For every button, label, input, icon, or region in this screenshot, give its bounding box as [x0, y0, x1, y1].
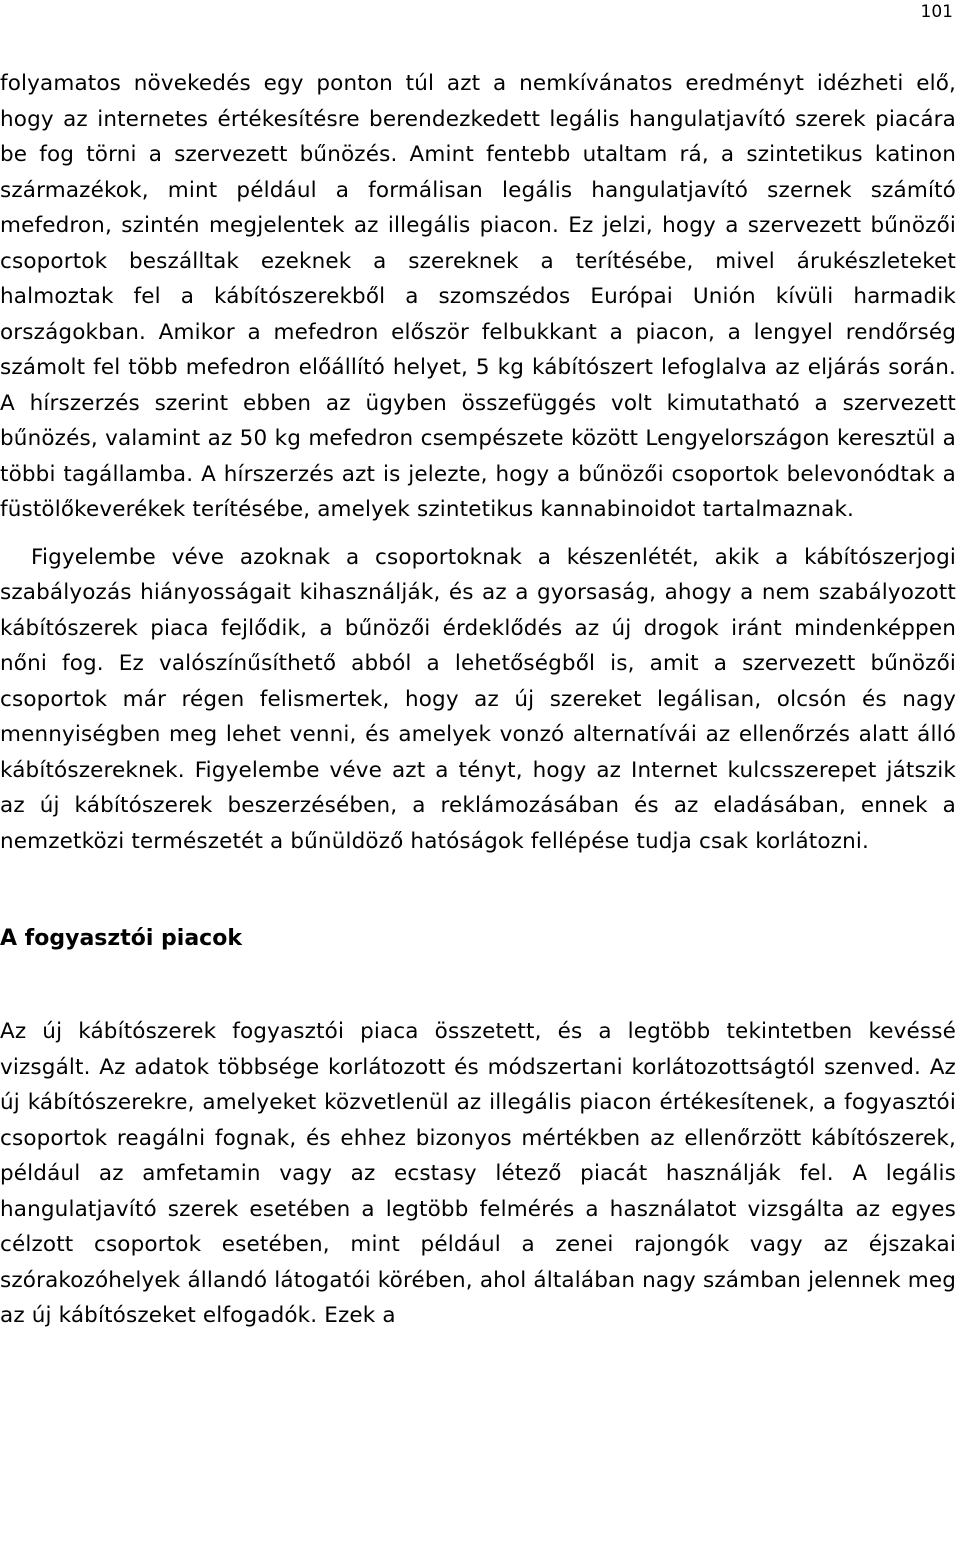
section-paragraph: Az új kábítószerek fogyasztói piaca összetett, és a legtöbb tekintetben kevéssé vizsgált. Az adatok többsége korlátozott és módszertani korlátozottságtól szenved. Az új kábítószerekre, amelyeket közvetlenül az illegális piacon értékesítenek, a fogyasztói csoportok reagálni fognak, és ehhez bizonyos mértékben az ellenőrzött kábítószerek, például az amfetamin vagy az ecstasy létező piacát használják fel. A legális hangulatjavító szerek esetében a legtöbb felmérés a használatot vizsgálta az egyes célzott csoportok esetében, mint például a zenei rajongók vagy az éjszakai szórakozóhelyek állandó látogatói körében, ahol általában nagy számban jelennek meg az új kábítószeket elfogadók. Ezek a [0, 1019, 956, 1328]
document-body [0, 66, 956, 1334]
section-heading: A fogyasztói piacok [0, 926, 242, 951]
body-paragraph-1: folyamatos növekedés egy ponton túl azt a nemkívánatos eredményt idézheti elő, hogy az internetes értékesítésre berendezkedett legális hangulatjavító szerek piacára be fog törni a szervezett bűnözés. Amint fentebb utaltam rá, a szintetikus katinon származékok, mint például a formálisan legális hangulatjavító szernek számító mefedron, szintén megjelentek az illegális piacon. Ez jelzi, hogy a szervezett bűnözői csoportok beszálltak ezeknek a szereknek a terítésébe, mivel árukészleteket halmoztak fel a kábítószerekből a szomszédos Európai Unión kívüli harmadik országokban. Amikor a mefedron először felbukkant a piacon, a lengyel rendőrség számolt fel több mefedron előállító helyet, 5 kg kábítószert lefoglalva az eljárás során. A hírszerzés szerint ebben az ügyben összefüggés volt kimutatható a szervezett bűnözés, valamint az 50 kg mefedron csempészete között Lengyelországon keresztül a többi tagállamba. A hírszerzés azt is jelezte, hogy a bűnözői csoportok belevonódtak a füstölőkeverékek terítésébe, amelyek szintetikus kannabinoidot tartalmaznak. [0, 71, 956, 522]
body-paragraph-2: Figyelembe véve azoknak a csoportoknak a készenlétét, akik a kábítószerjogi szabályozás hiányosságait kihasználják, és az a gyorsaság, ahogy a nem szabályozott kábítószerek piaca fejlődik, a bűnözői érdeklődés az új drogok iránt mindenképpen nőni fog. Ez valószínűsíthető abból a lehetőségből is, amit a szervezett bűnözői csoportok már régen felismertek, hogy az új szereket legálisan, olcsón és nagy mennyiségben meg lehet venni, és amelyek vonzó alternatívái az ellenőrzés alatt álló kábítószereknek. Figyelembe véve azt a tényt, hogy az Internet kulcsszerepet játszik az új kábítószerek beszerzésében, a reklámozásában és az eladásában, ennek a nemzetközi természetét a bűnüldöző hatóságok fellépése tudja csak korlátozni. [0, 544, 956, 854]
page-number: 101 [920, 2, 953, 22]
